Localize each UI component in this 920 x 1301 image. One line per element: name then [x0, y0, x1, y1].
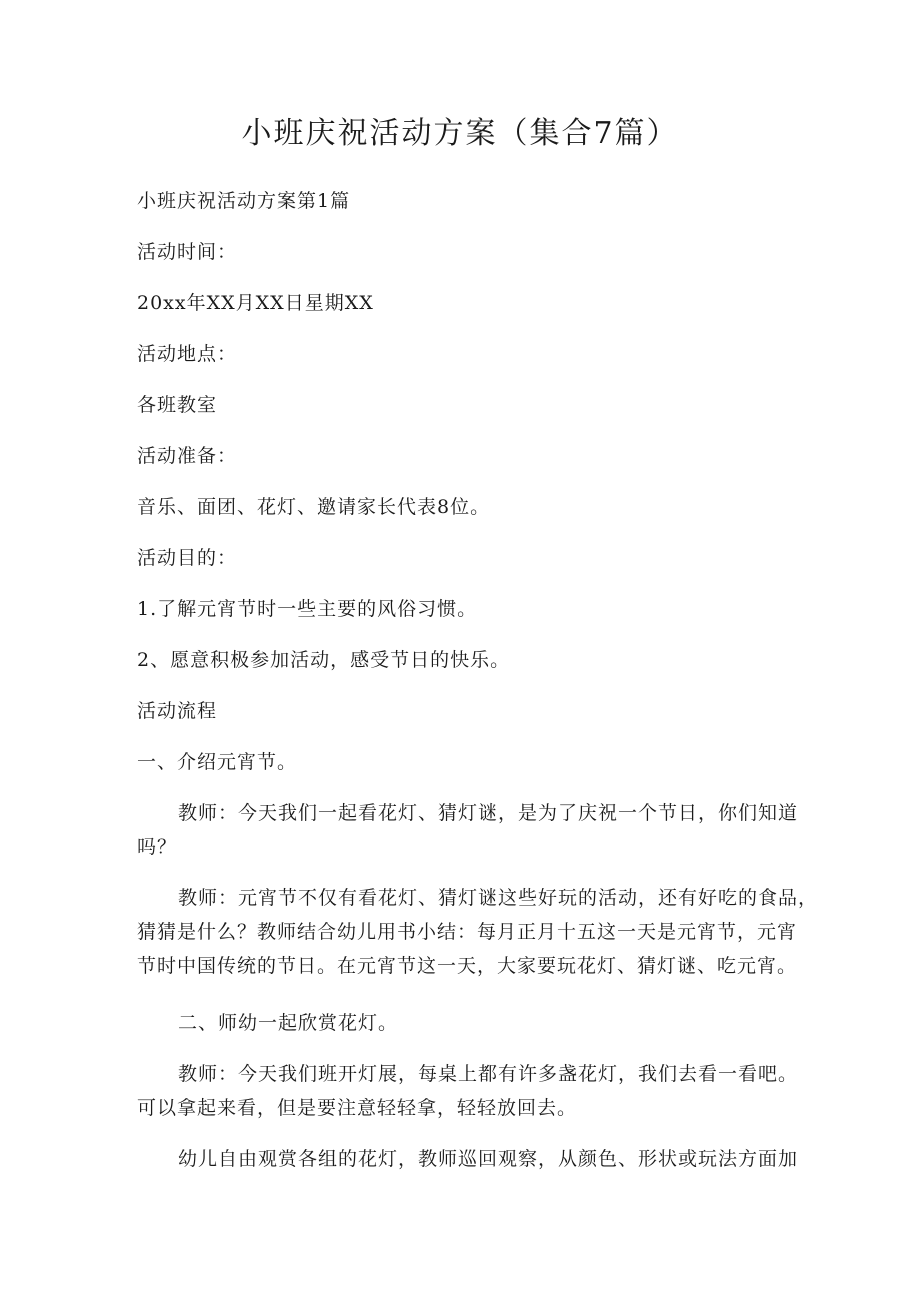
- paragraph-2-line-1: 教师：元宵节不仅有看花灯、猜灯谜这些好玩的活动，还有好吃的食品，: [178, 887, 819, 909]
- paragraph-3-line-2: 可以拿起来看，但是要注意轻轻拿，轻轻放回去。: [137, 1097, 578, 1119]
- goal-label: 活动目的：: [137, 547, 238, 569]
- paragraph-2-line-3: 节时中国传统的节日。在元宵节这一天，大家要玩花灯、猜灯谜、吃元宵。: [137, 955, 798, 977]
- step-2-heading: 二、师幼一起欣赏花灯。: [178, 1012, 399, 1034]
- document-title: 小班庆祝活动方案（集合7篇）: [241, 116, 679, 151]
- prep-value: 音乐、面团、花灯、邀请家长代表8位。: [137, 496, 491, 518]
- paragraph-4: [137, 1142, 797, 1176]
- prep-label: 活动准备：: [137, 445, 238, 467]
- step-1-heading: 一、介绍元宵节。: [137, 751, 298, 773]
- place-value: 各班教室: [137, 394, 218, 416]
- paragraph-4-line-1: 幼儿自由观赏各组的花灯，教师巡回观察，从颜色、形状或玩法方面加: [178, 1148, 799, 1170]
- goal-item-2: 2、愿意积极参加活动，感受节日的快乐。: [137, 649, 511, 671]
- paragraph-3-line-1: 教师：今天我们班开灯展，每桌上都有许多盏花灯，我们去看一看吧。: [178, 1063, 799, 1085]
- goal-item-1: 1.了解元宵节时一些主要的风俗习惯。: [137, 598, 478, 620]
- time-label: 活动时间：: [137, 241, 238, 263]
- place-label: 活动地点：: [137, 343, 238, 365]
- paragraph-2-line-2: 猜猜是什么？教师结合幼儿用书小结：每月正月十五这一天是元宵节，元宵: [137, 921, 798, 943]
- section-heading: 小班庆祝活动方案第1篇: [137, 190, 351, 212]
- paragraph-1: [137, 796, 797, 864]
- paragraph-1-line-2: 吗？: [137, 836, 178, 858]
- time-value: 20xx年XX月XX日星期XX: [137, 292, 374, 314]
- process-label: 活动流程: [137, 700, 218, 722]
- paragraph-1-line-1: 教师：今天我们一起看花灯、猜灯谜，是为了庆祝一个节日，你们知道: [178, 802, 799, 824]
- paragraph-2: [137, 881, 819, 983]
- paragraph-3: [137, 1057, 797, 1125]
